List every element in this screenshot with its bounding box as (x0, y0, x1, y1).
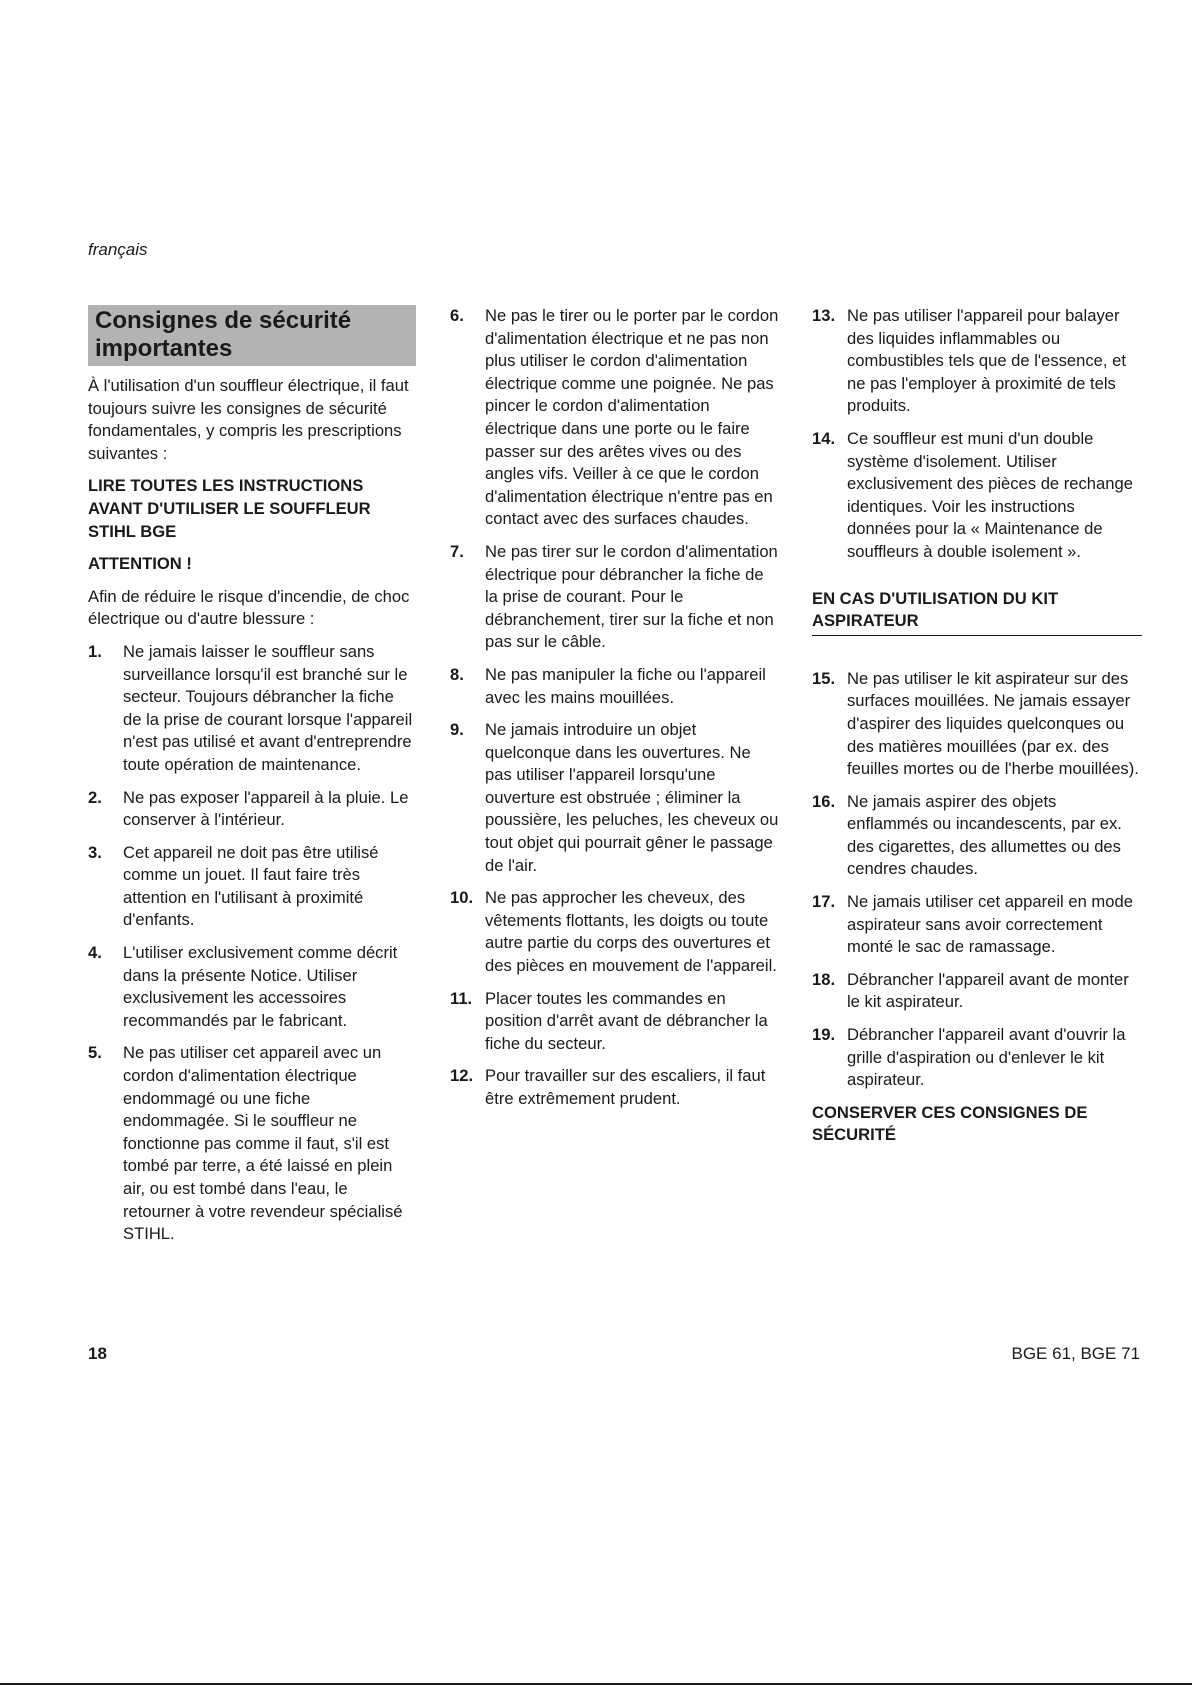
item-number: 4. (88, 943, 102, 963)
item-number: 18. (812, 969, 836, 989)
item-text: Ne pas utiliser le kit aspirateur sur des surfaces mouillées. Ne jamais essayer d'aspirer des liquides quelconques ou des matières mouillées (par ex. des feuilles mortes ou de l'herbe mouillées). (847, 668, 1139, 779)
read-all-instructions: LIRE TOUTES LES INSTRUCTIONS AVANT D'UTILISER LE SOUFFLEUR STIHL BGE (88, 476, 371, 541)
item-number: 3. (88, 842, 102, 862)
item-number: 12. (450, 1066, 474, 1086)
item-number: 6. (450, 306, 464, 325)
item-number: 14. (812, 428, 836, 448)
list-item (450, 1065, 780, 1110)
item-number: 1. (88, 641, 102, 661)
safety-list-part1 (88, 641, 416, 1246)
list-item (88, 641, 416, 777)
item-text: Ne jamais aspirer des objets enflammés ou incandescents, par ex. des cigarettes, des allumettes ou des cendres chaudes. (847, 791, 1122, 879)
list-item (450, 887, 780, 977)
list-item (812, 969, 1142, 1014)
list-item (812, 791, 1142, 881)
list-item (88, 787, 416, 832)
item-text: Ne jamais laisser le souffleur sans surveillance lorsqu'il est branché sur le secteur. Toujours débrancher la fiche de la prise de courant lorsque l'appareil n'est pas utilisé et avant d'entreprendre toute opération de maintenance. (123, 641, 413, 774)
item-text: Cet appareil ne doit pas être utilisé comme un jouet. Il faut faire très attention en l'utilisant à proximité d'enfants. (123, 842, 379, 930)
item-number: 11. (450, 988, 473, 1008)
list-item (450, 664, 780, 709)
item-text: Ce souffleur est muni d'un double système d'isolement. Utiliser exclusivement des pièces de rechange identiques. Voir les instructions données pour la « Maintenance de souffleurs à double isolement ». (847, 428, 1133, 561)
item-number: 9. (450, 720, 464, 740)
list-item (450, 988, 780, 1056)
item-number: 10. (450, 888, 474, 908)
item-number: 17. (812, 892, 836, 912)
item-text: Ne jamais introduire un objet quelconque dans les ouvertures. Ne pas utiliser l'appareil lorsqu'une ouverture est obstruée ; éliminer la poussière, les peluches, les cheveux ou tout objet qui pourrait gêner le passage de l'air. (485, 720, 779, 875)
safety-list-part4 (812, 668, 1142, 1092)
column-right (812, 305, 1142, 1157)
item-text: Placer toutes les commandes en position d'arrêt avant de débrancher la fiche du secteur. (485, 988, 768, 1053)
column-left (88, 305, 416, 1256)
item-text: Ne pas tirer sur le cordon d'alimentation électrique pour débrancher la fiche de la prise de courant. Pour le débranchement, tirer sur la fiche et non pas sur le câble. (485, 541, 778, 652)
item-text: Ne pas exposer l'appareil à la pluie. Le conserver à l'intérieur. (123, 787, 409, 830)
item-text: Ne pas manipuler la fiche ou l'appareil avec les mains mouillées. (485, 664, 766, 707)
item-text: Ne pas utiliser cet appareil avec un cordon d'alimentation électrique endommagé ou une fiche endommagée. Si le souffleur ne fonctionne pas comme il faut, s'il est tombé par terre, a été laissé en plein air, ou est tombé dans l'eau, le retourner à votre revendeur spécialisé STIHL. (123, 1043, 403, 1244)
keep-instructions-heading: CONSERVER CES CONSIGNES DE SÉCURITÉ (812, 1102, 1088, 1145)
list-item (812, 1024, 1142, 1092)
list-item (88, 942, 416, 1032)
item-text: Débrancher l'appareil avant de monter le kit aspirateur. (847, 969, 1129, 1012)
attention-heading: ATTENTION ! (88, 554, 192, 574)
item-text: Ne jamais utiliser cet appareil en mode aspirateur sans avoir correctement monté le sac de ramassage. (847, 892, 1133, 957)
column-middle (450, 305, 780, 1121)
list-item (450, 305, 780, 531)
safety-list-part3 (812, 305, 1142, 564)
list-item (450, 719, 780, 877)
list-item (812, 891, 1142, 959)
language-label: français (88, 240, 148, 259)
page-number: 18 (88, 1344, 107, 1363)
item-number: 19. (812, 1025, 836, 1045)
item-number: 7. (450, 541, 464, 561)
section-title-line2: importantes (95, 335, 233, 362)
item-text: L'utiliser exclusivement comme décrit dans la présente Notice. Utiliser exclusivement les accessoires recommandés par le fabricant. (123, 943, 398, 1030)
item-number: 15. (812, 668, 836, 688)
item-text: Pour travailler sur des escaliers, il faut être extrêmement prudent. (485, 1066, 766, 1108)
item-text: Ne pas utiliser l'appareil pour balayer des liquides inflammables ou combustibles tels que de l'essence, et ne pas l'employer à proximité de tels produits. (847, 306, 1126, 416)
list-item (812, 668, 1142, 781)
risk-paragraph: Afin de réduire le risque d'incendie, de choc électrique ou d'autre blessure : (88, 586, 410, 629)
list-item (812, 428, 1142, 564)
list-item (450, 541, 780, 654)
item-number: 8. (450, 664, 464, 684)
item-text: Ne pas le tirer ou le porter par le cordon d'alimentation électrique et ne pas non plus utiliser le cordon d'alimentation électrique comme une poignée. Ne pas pincer le cordon d'alimentation électrique dans une porte ou le faire passer sur des arêtes vives ou des angles vifs. Veiller à ce que le cordon d'alimentation électrique n'entre pas en contact avec des surfaces chaudes. (485, 306, 779, 529)
intro-paragraph: À l'utilisation d'un souffleur électrique, il faut toujours suivre les consignes de sécurité fondamentales, y compris les prescriptions suivantes : (88, 376, 409, 463)
item-number: 13. (812, 306, 836, 325)
list-item (88, 842, 416, 932)
model-label: BGE 61, BGE 71 (1011, 1344, 1140, 1363)
list-item (88, 1042, 416, 1245)
item-text: Débrancher l'appareil avant d'ouvrir la grille d'aspiration ou d'enlever le kit aspirateur. (847, 1025, 1126, 1090)
vacuum-kit-heading: EN CAS D'UTILISATION DU KIT ASPIRATEUR (812, 588, 1142, 636)
list-item (812, 305, 1142, 418)
section-title-line1: Consignes de sécurité (95, 307, 352, 334)
safety-list-part2 (450, 305, 780, 1111)
item-number: 16. (812, 791, 836, 811)
section-title (88, 305, 416, 366)
item-text: Ne pas approcher les cheveux, des vêtements flottants, les doigts ou toute autre partie du corps des ouvertures et des pièces en mouvement de l'appareil. (485, 888, 777, 976)
item-number: 5. (88, 1043, 102, 1063)
item-number: 2. (88, 787, 102, 807)
